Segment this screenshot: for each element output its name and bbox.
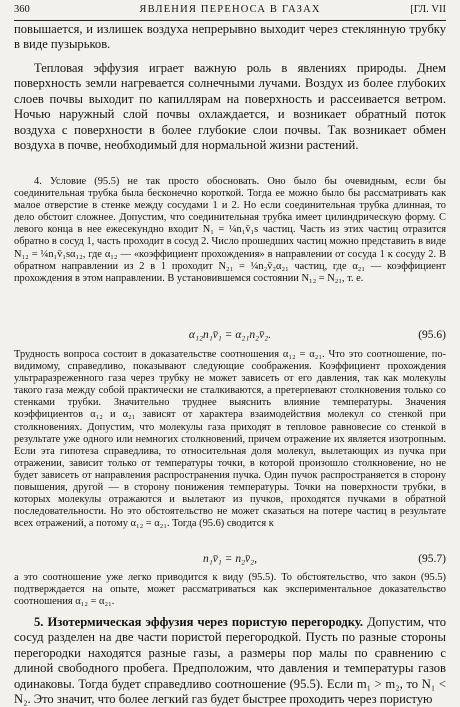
equation-95-6-formula: α₁₂n₁v̄₁ = α₂₁n₂v̄₂. xyxy=(188,329,272,341)
equation-95-7-formula: n₁v̄₁ = n₂v̄₂, xyxy=(202,553,258,565)
note-4-part-2: Трудность вопроса состоит в доказательстве соотношения α₁₂ = α₂₁. Что это соотношение, по-видимому, справедливо, показывают следующие соображения. Коэффициент прохождения ультраразреженного газа через трубку не может зависеть от его давления, так как молекулы такого газа между собой практически не сталкиваются, а претерпевают столкновения только со стенками трубки. Значительно труднее выяснить влияние температуры. Значения коэффициентов α₁₂ и α₂₁ зависят от характера взаимодействия молекул со стенкой при столкновениях. Допустим, что молекулы газа приходят в тепловое равновесие со стенкой в результате уже одного или немногих столкновений, причем отражение их является изотропным. Если эта гипотеза справедлива, то относительная доля молекул, вылетающих из пучка при отражении, зависит только от температуры точки, в которой произошло столкновение, но не будет зависеть от направления распространения пучка. Один пучок распространяется в сторону повышения, другой — в сторону понижения температуры. Точки на поверхности трубки, в которых молекулы отражаются и вылетают из пучков, проходятся пучками в обратной последовательности. Но это обстоятельство не может сказаться на потере частиц в результате всех отражений, а потому α₁₂ = α₂₁. Тогда (95.6) сводится к xyxy=(14,349,446,530)
page-number: 360 xyxy=(14,4,30,15)
paragraph-thermal-effusion: Тепловая эффузия играет важную роль в явлениях природы. Днем поверхность земли нагревается солнечными лучами. Воздух из более глубоких слоев почвы выходит по капиллярам на поверхность и рассеивается ветром. Ночью наружный слой почвы охлаждается, и возникает обратный поток воздуха с поверхности в более глубокие слои почвы. Так возникает обмен воздуха в почве, необходимый для нормальной жизни растений. xyxy=(14,61,446,153)
equation-95-7 xyxy=(14,552,446,567)
running-header xyxy=(14,2,446,18)
header-rule xyxy=(14,20,446,21)
paragraph-top: повышается, и излишек воздуха непрерывно выходит через стеклянную трубку в виде пузырьков. xyxy=(14,22,446,52)
equation-95-6 xyxy=(14,328,446,343)
equation-95-7-number: (95.7) xyxy=(418,553,446,565)
chapter-label: [ГЛ. VII xyxy=(410,4,446,15)
equation-95-6-number: (95.6) xyxy=(418,329,446,341)
section-5-text: Допустим, что сосуд разделен на две части пористой перегородкой. Пусть по разные стороны перегородки находятся разные газы, а размеры пор малы по сравнению с длиной свободного пробега. Предположим, что давления и температуры газов одинаковы. Тогда будет справедливо соотношение (95.5). Если m₁ > m₂, то N₁ < N₂. Это значит, что более легкий газ будет быстрее проходить через пористую xyxy=(14,615,447,707)
running-title: ЯВЛЕНИЯ ПЕРЕНОСА В ГАЗАХ xyxy=(139,4,321,15)
section-5-paragraph xyxy=(14,615,446,707)
note-4-part-3: а это соотношение уже легко приводится к виду (95.5). То обстоятельство, что закон (95.5) подтверждается на опыте, может рассматриваться как экспериментальное доказательство соотношения α₁₂ = α₂₁. xyxy=(14,572,446,608)
note-4-part-1: 4. Условие (95.5) не так просто обосновать. Оно было бы очевидным, если бы соединительная трубка была бесконечно короткой. Тогда ее можно было бы рассматривать как малое отверстие в стенке между сосудами 1 и 2. Но если соединительная трубка длинная, то дело обстоит сложнее. Допустим, что соединительная трубка имеет цилиндрическую форму. С левого конца в нее ежесекундно входит N₁ = ¼n₁v̄₁s частиц. Часть из этих частиц отразится обратно в сосуд 1, часть проходит в сосуд 2. Число прошедших частиц можно представить в виде N₁₂ = ¼n₁v̄₁sα₁₂, где α₁₂ — «коэффициент прохождения» в направлении от сосуда 1 к сосуду 2. В обратном направлении из 2 в 1 проходит N₂₁ = ¼n₂v̄₂α₂₁ частиц, где α₂₁ — коэффициент прохождения в этом направлении. В установившемся состоянии N₁₂ = N₂₁, т. е. xyxy=(14,176,446,284)
section-5-heading: 5. Изотермическая эффузия через пористую перегородку. xyxy=(34,615,364,629)
